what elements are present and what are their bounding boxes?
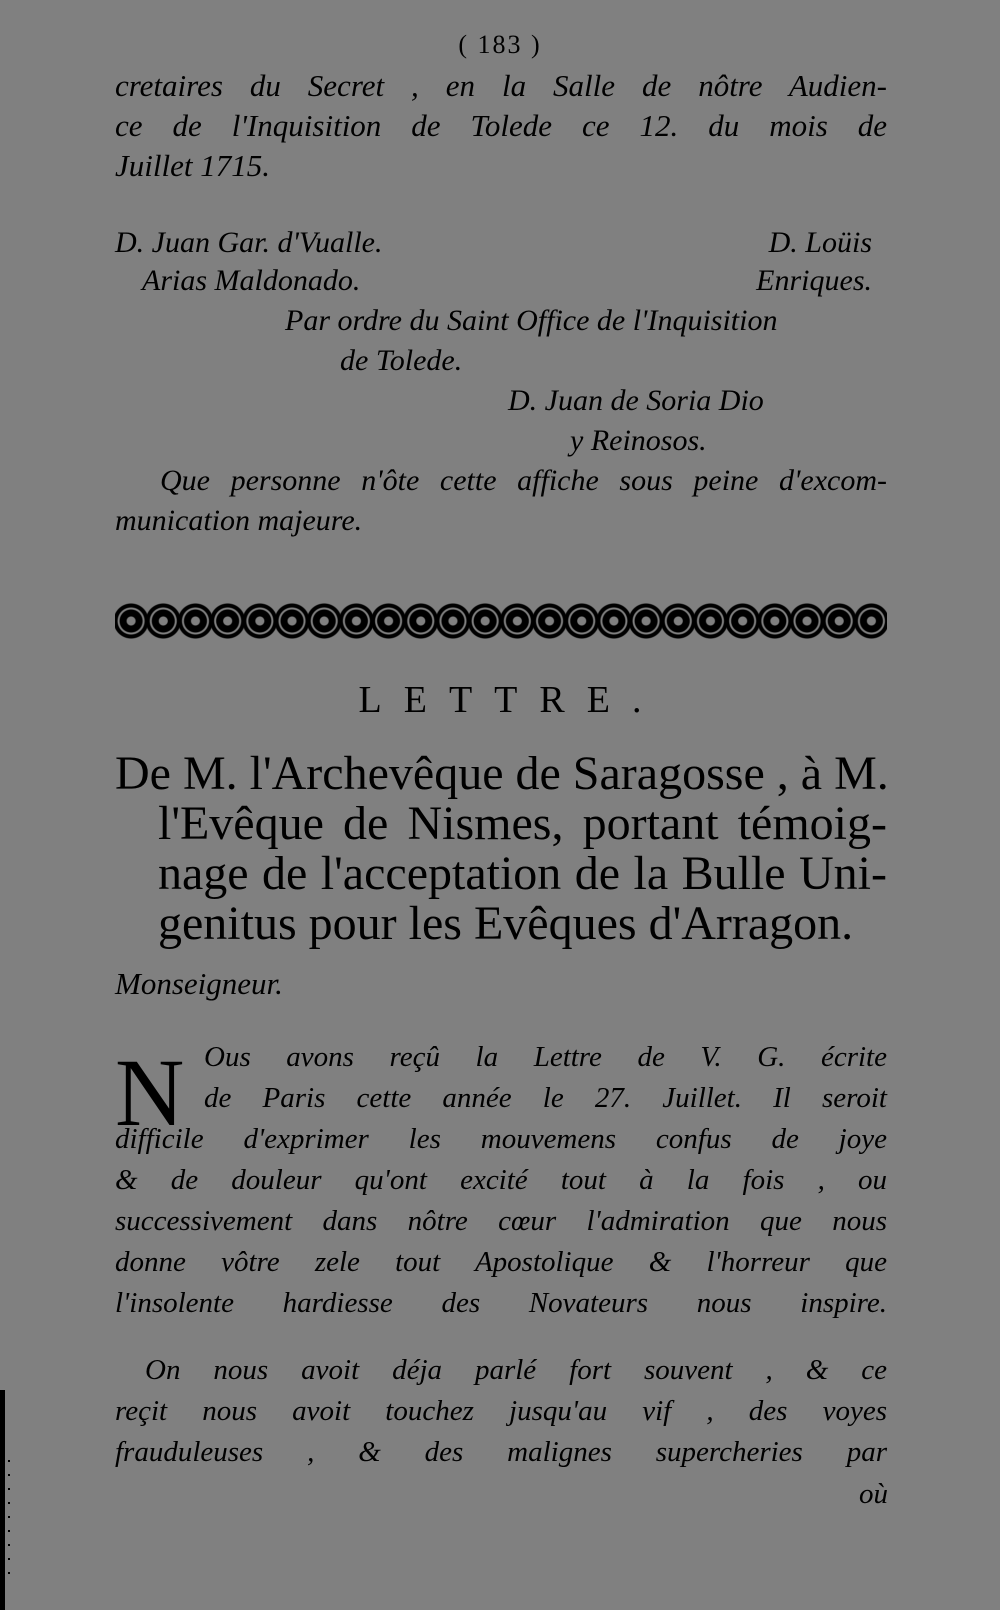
letter-title-line-2: l'Evêque de Nismes, portant témoig-	[158, 797, 887, 850]
paragraph-1-line-3: difficile d'exprimer les mouvemens confus de joye	[115, 1123, 887, 1155]
paragraph-2-line-1: On nous avoit déja parlé fort souvent , & ce	[145, 1354, 887, 1386]
letter-title-line-1: De M. l'Archevêque de Saragosse , à M.	[115, 747, 889, 800]
page-number: ( 183 )	[458, 30, 542, 59]
signature-right-name-1: D. Loüis	[768, 226, 872, 259]
paragraph-1-line-2: de Paris cette année le 27. Juillet. Il seroit	[204, 1082, 887, 1114]
letter-title-line-3: nage de l'acceptation de la Bulle Uni-	[158, 847, 887, 900]
paragraph-1-line-6: donne vôtre zele tout Apostolique & l'horreur que	[115, 1246, 887, 1278]
secretary-line-1: D. Juan de Soria Dio	[508, 384, 764, 417]
order-line-2: de Tolede.	[340, 344, 463, 377]
paragraph-2-line-3: frauduleuses , & des malignes supercheries par	[115, 1436, 887, 1468]
drop-cap: N	[115, 1039, 185, 1146]
paragraph-1-line-7: l'insolente hardiesse des Novateurs nous inspire.	[115, 1287, 887, 1319]
scan-edge-specks	[8, 1460, 10, 1580]
letter-title-line-4: genitus pour les Evêques d'Arragon.	[158, 897, 854, 950]
paragraph-1-line-4: & de douleur qu'ont excité tout à la fois , ou	[115, 1164, 887, 1196]
signature-left-name-2: Arias Maldonado.	[142, 264, 361, 297]
paragraph-2-line-2: reçit nous avoit touchez jusqu'au vif , des voyes	[115, 1395, 887, 1427]
signature-left-name-1: D. Juan Gar. d'Vualle.	[115, 226, 383, 259]
notice-line-1: Que personne n'ôte cette affiche sous peine d'excom-	[160, 464, 887, 497]
top-paragraph-line-3: Juillet 1715.	[115, 148, 270, 183]
paragraph-1-line-5: successivement dans nôtre cœur l'admiration que nous	[115, 1205, 887, 1237]
paragraph-1-line-1: Ous avons reçû la Lettre de V. G. écrite	[204, 1041, 887, 1073]
order-line-1: Par ordre du Saint Office de l'Inquisition	[285, 304, 778, 337]
signature-right-name-2: Enriques.	[756, 264, 872, 297]
ornament-band	[115, 602, 887, 640]
scan-edge-bar	[0, 1390, 5, 1610]
top-paragraph-line-2: ce de l'Inquisition de Tolede ce 12. du mois de	[115, 108, 887, 143]
top-paragraph-line-1: cretaires du Secret , en la Salle de nôtre Audien-	[115, 68, 887, 103]
catchword: où	[859, 1478, 888, 1510]
notice-line-2: munication majeure.	[115, 504, 363, 537]
salutation: Monseigneur.	[115, 966, 283, 1001]
letter-heading: LETTRE.	[358, 679, 664, 721]
secretary-line-2: y Reinosos.	[570, 424, 707, 457]
